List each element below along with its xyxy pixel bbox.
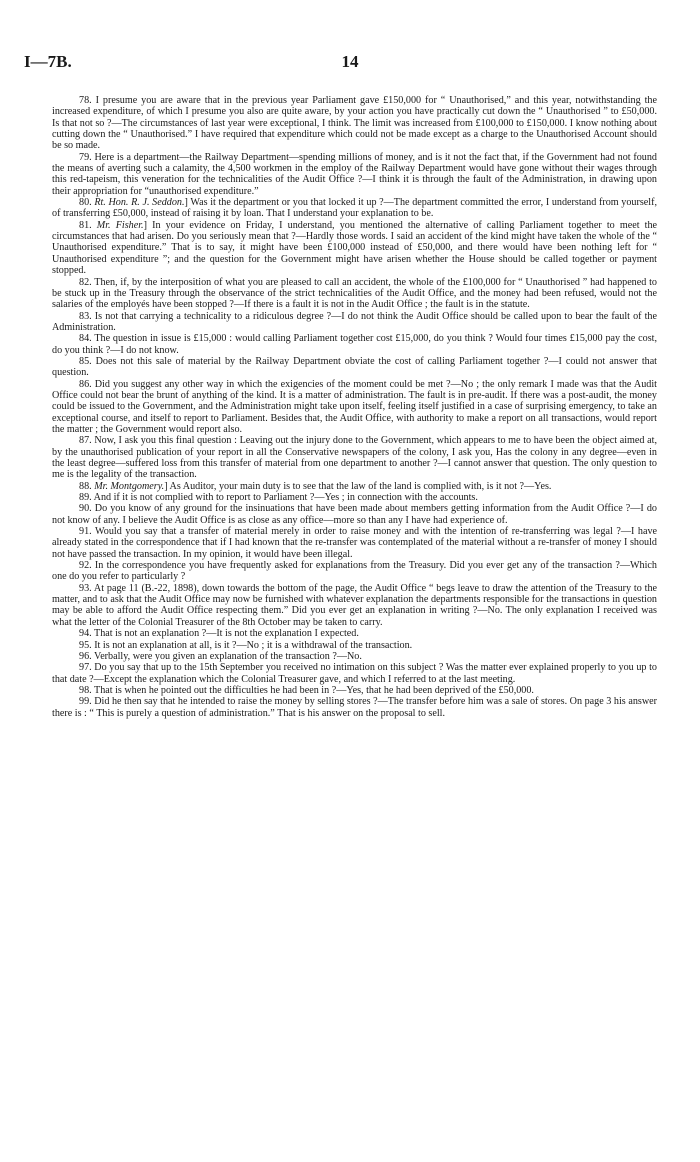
paragraph-86: 86. Did you suggest any other way in which the exigencies of the moment could be met ?—No ; the only remark I made was that the Audit Office could not bear the brunt of anything of the kind. It is a matter of administration. The fault is in pre-audit. If there was a post-audit, the money could be issued to the Government, and the Administration might take upon itself, feeling itself justified in a case of surprising emergency, to take an exceptional course, and itself to report to Parliament. Besides that, the Audit Office, with authority to make a report on all transactions, would report the matter ; the Government would report also.: [52, 378, 657, 435]
paragraph-97: 97. Do you say that up to the 15th September you received no intimation on this subject ? Was the matter ever explained properly to you up to that date ?—Except the explanation which the Colonial Treasurer gave, and which I referred to at the last meeting.: [52, 662, 657, 685]
paragraph-90: 90. Do you know of any ground for the insinuations that have been made about members getting information from the Audit Office ?—I do not know of any. I believe the Audit Office is as close as any office—more so than any I have had experience of.: [52, 503, 657, 526]
paragraph-95: 95. It is not an explanation at all, is it ?—No ; it is a withdrawal of the transaction.: [79, 639, 413, 651]
page-number: 14: [341, 52, 359, 71]
paragraph-80: 80. Rt. Hon. R. J. Seddon.] Was it the department or you that locked it up ?—The department committed the error, I understand from yourself, of transferring £50,000, instead of raising it by loan. That I understand your explanation to be.: [52, 197, 657, 220]
paragraph-92: 92. In the correspondence you have frequently asked for explanations from the Treasury. Did you ever get any of the transaction ?—Which one do you refer to particularly ?: [52, 560, 657, 583]
paragraph-83: 83. Is not that carrying a technicality to a ridiculous degree ?—I do not think the Audit Office should be called upon to bear the fault of the Administration.: [52, 310, 657, 333]
paragraph-91: 91. Would you say that a transfer of material merely in order to raise money and with the intention of re-transferring was legal ?—I have already stated in the correspondence that if I had known that the re-transfer was contemplated of the material without a re-transfer of money I should not have passed the transaction. In my opinion, it would have been illegal.: [52, 526, 657, 560]
speaker-name: Rt. Hon. R. J. Seddon.: [94, 197, 185, 209]
paragraph-89: 89. And if it is not complied with to report to Parliament ?—Yes ; in connection with the accounts.: [79, 492, 478, 504]
speaker-name: Mr. Fisher.: [96, 219, 144, 231]
paragraph-82: 82. Then, if, by the interposition of what you are pleased to call an accident, the whole of the £100,000 for “ Unauthorised ” had happened to be stuck up in the Treasury through the observance of the strict technicalities of the Audit Office, and the money had been refused, would not the salaries of the employés have been stopped ?—If there is a fault it is not in the Audit Office ; the fault is in the statute.: [52, 276, 657, 311]
paragraph-94: 94. That is not an explanation ?—It is not the explanation I expected.: [79, 628, 359, 640]
paragraph-96: 96. Verbally, were you given an explanation of the transaction ?—No.: [79, 650, 362, 662]
paragraph-85: 85. Does not this sale of material by the Railway Department obviate the cost of calling Parliament together ?—I could not answer that question.: [52, 355, 657, 379]
evidence-text: [52, 95, 657, 719]
page-header: [24, 52, 676, 78]
document-reference: I—7B.: [24, 52, 72, 71]
paragraph-79: 79. Here is a department—the Railway Department—spending millions of money, and is it not the fact that, if the Government had not found the means of averting such a calamity, the 4,500 workmen in the employ of the Railway Department would have gone without their wages through this red-tapeism, this veneration for the technicalities of the Audit Office ?—I think it is through the fault of the Administration, in drawing upon their appropriation for “unauthorised expenditure.”: [52, 151, 657, 197]
paragraph-93: 93. At page 11 (B.-22, 1898), down towards the bottom of the page, the Audit Office “ begs leave to draw the attention of the Treasury to the matter, and to ask that the Audit Office may now be furnished with whatever explanation the departments responsible for the transactions in question may be able to afford the Audit Office respecting them.” Did you ever get an explanation in writing ?—No. The only explanation I received was what the letter of the Colonial Treasurer of the 8th October may be taken to carry.: [52, 582, 657, 628]
paragraph-81: 81. Mr. Fisher.] In your evidence on Friday, I understand, you mentioned the alternative of calling Parliament together to meet the circumstances that had arisen. Do you seriously mean that ?—Hardly those words. I said an accident of the kind might have taken the whole of the “ Unauthorised expenditure.” That is to say, it might have been £100,000 instead of £50,000, and there would have been nothing left for “ Unauthorised expenditure ”; and the question for the Government might have arisen whether the House should be called together or payment stopped.: [52, 219, 658, 277]
paragraph-88: 88. Mr. Montgomery.] As Auditor, your main duty is to see that the law of the land is complied with, is it not ?—Yes.: [79, 480, 552, 492]
speaker-name: Mr. Montgomery.: [94, 480, 165, 492]
paragraph-87: 87. Now, I ask you this final question : Leaving out the injury done to the Government, which appears to me to have been the object aimed at, by the unauthorised publication of your report in all the Conservative newspapers of the colony, I ask you, Has the colony in any degree—even in the least degree—suffered loss from this transfer of material from one department to another ?—I cannot answer that question. The only question to me is the legality of the transaction.: [52, 435, 657, 481]
paragraph-99: 99. Did he then say that he intended to raise the money by selling stores ?—The transfer before him was a sale of stores. On page 3 his answer there is : “ This is purely a question of administration.” That is his answer on the proposal to sell.: [52, 696, 657, 719]
paragraph-98: 98. That is when he pointed out the difficulties he had been in ?—Yes, that he had been deprived of the £50,000.: [79, 684, 534, 696]
paragraph-84: 84. The question in issue is £15,000 : would calling Parliament together cost £15,000, do you think ? Would four times £15,000 pay the cost, do you think ?—I do not know.: [52, 333, 657, 356]
paragraph-78: 78. I presume you are aware that in the previous year Parliament gave £150,000 for “ Unauthorised,” and this year, notwithstanding the increased expenditure, of which I presume you also are quite aware, by your action you have practically cut down the “ Unauthorised ” to £50,000. Is that not so ?—The circumstances of last year were exceptional, I think. The limit was increased from £100,000 to £150,000. I know nothing about cutting down the “ Unauthorised.” I have required that expenditure which could not be made except as a charge to the Unauthorised Account should be so made.: [52, 95, 657, 152]
